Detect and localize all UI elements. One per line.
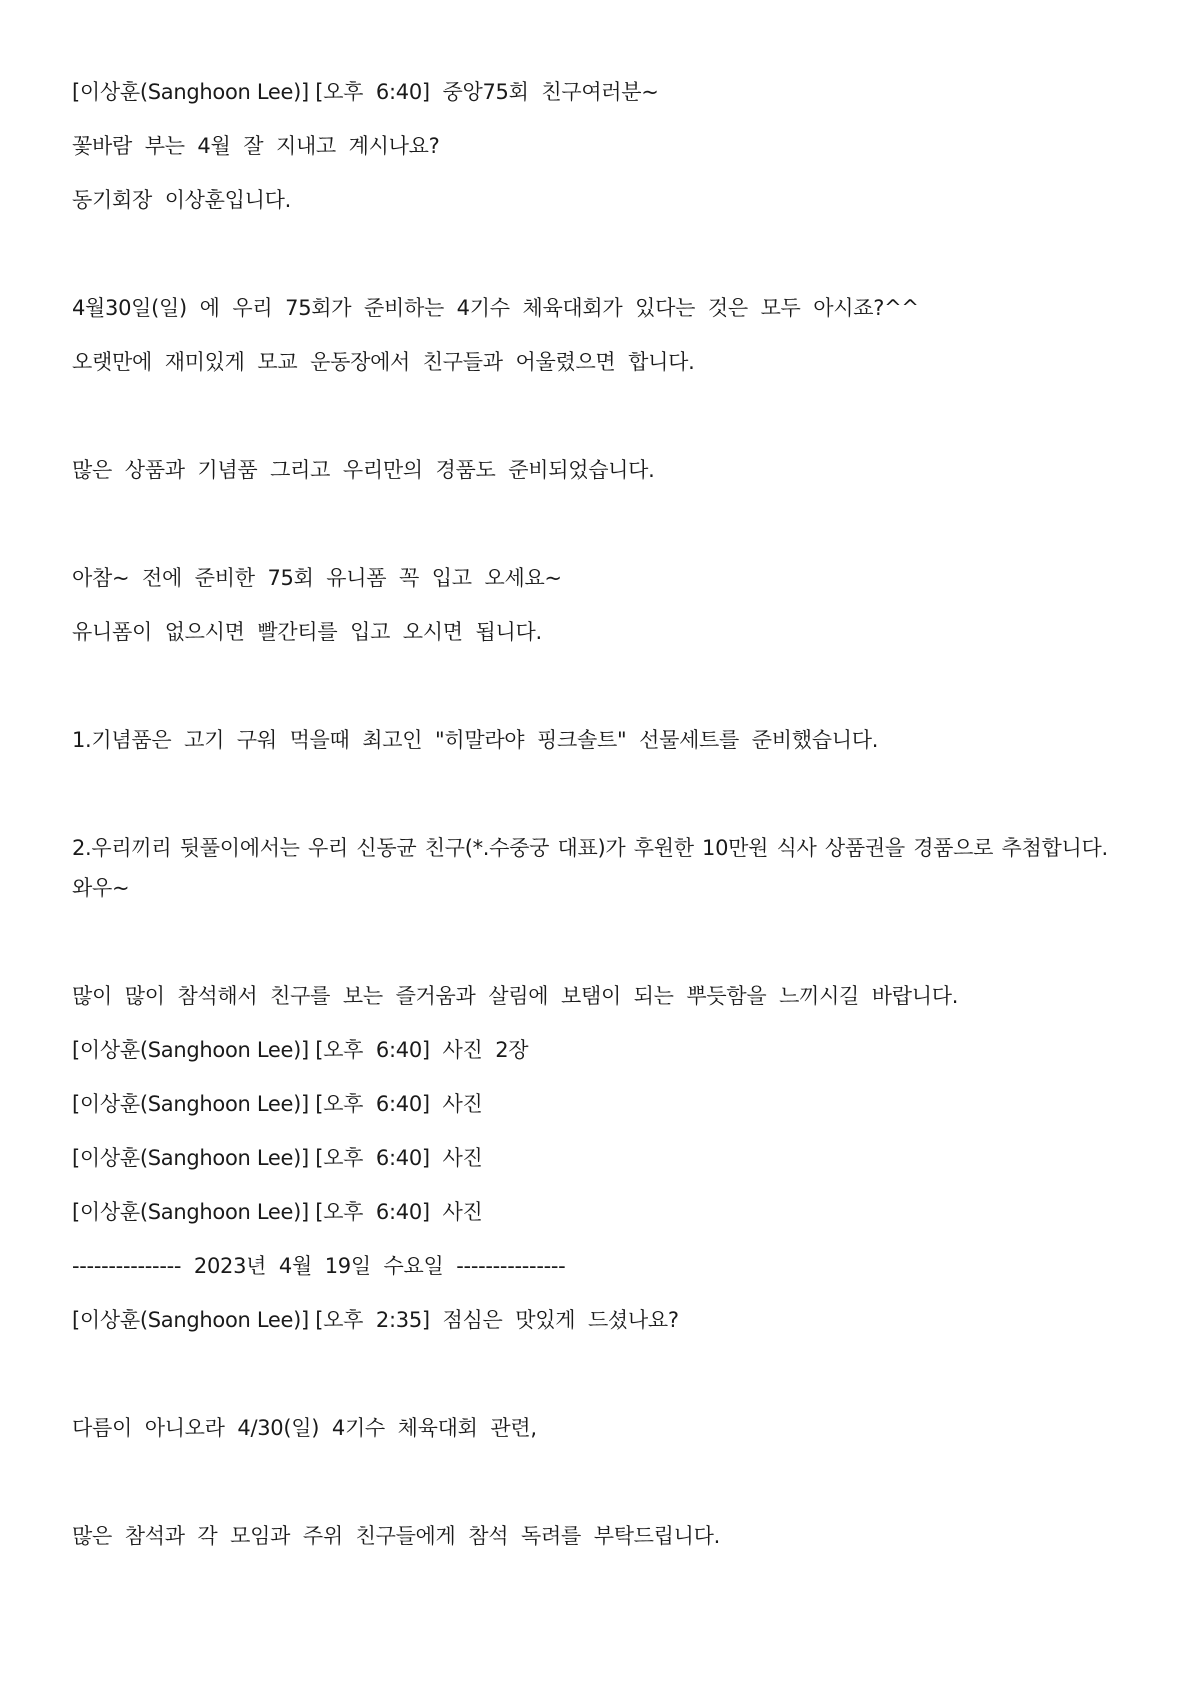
message-line: [이상훈(Sanghoon Lee)] [오후 6:40] 사진 2장 [72,1038,529,1062]
message-line: 유니폼이 없으시면 빨간티를 입고 오시면 됩니다. [72,620,542,644]
message-line: [이상훈(Sanghoon Lee)] [오후 6:40] 사진 [72,1146,483,1170]
message-line: 다름이 아니오라 4/30(일) 4기수 체육대회 관련, [72,1416,537,1440]
message-paragraph: 2.우리끼리 뒷풀이에서는 우리 신동균 친구(*.수중궁 대표)가 후원한 10만원 식사 상품권을 경품으로 추첨합니다. 와우~ [72,836,1108,900]
date-divider: --------------- 2023년 4월 19일 수요일 --------------- [72,1254,566,1278]
blank-line [72,922,1122,976]
blank-line [72,666,1122,720]
blank-line [72,234,1122,288]
message-line: [이상훈(Sanghoon Lee)] [오후 6:40] 중앙75회 친구여러분~ [72,80,659,104]
blank-line [72,1354,1122,1408]
message-line: 4월30일(일) 에 우리 75회가 준비하는 4기수 체육대회가 있다는 것은 모두 아시죠?^^ [72,296,919,320]
blank-line [72,774,1122,828]
message-line: 1.기념품은 고기 구워 먹을때 최고인 "히말라야 핑크솔트" 선물세트를 준비했습니다. [72,728,879,752]
message-line: 동기회장 이상훈입니다. [72,188,291,212]
chat-log-text [72,72,1122,1570]
message-line: [이상훈(Sanghoon Lee)] [오후 2:35] 점심은 맛있게 드셨나요? [72,1308,679,1332]
message-line: 꽃바람 부는 4월 잘 지내고 계시나요? [72,134,440,158]
message-line: [이상훈(Sanghoon Lee)] [오후 6:40] 사진 [72,1200,483,1224]
message-line: 많은 상품과 기념품 그리고 우리만의 경품도 준비되었습니다. [72,458,655,482]
blank-line [72,1462,1122,1516]
message-line: 오랫만에 재미있게 모교 운동장에서 친구들과 어울렸으면 합니다. [72,350,695,374]
blank-line [72,504,1122,558]
message-line: [이상훈(Sanghoon Lee)] [오후 6:40] 사진 [72,1092,483,1116]
message-line: 많이 많이 참석해서 친구를 보는 즐거움과 살림에 보탬이 되는 뿌듯함을 느끼시길 바랍니다. [72,984,959,1008]
message-line: 아참~ 전에 준비한 75회 유니폼 꼭 입고 오세요~ [72,566,562,590]
message-line: 많은 참석과 각 모임과 주위 친구들에게 참석 독려를 부탁드립니다. [72,1524,721,1548]
blank-line [72,396,1122,450]
